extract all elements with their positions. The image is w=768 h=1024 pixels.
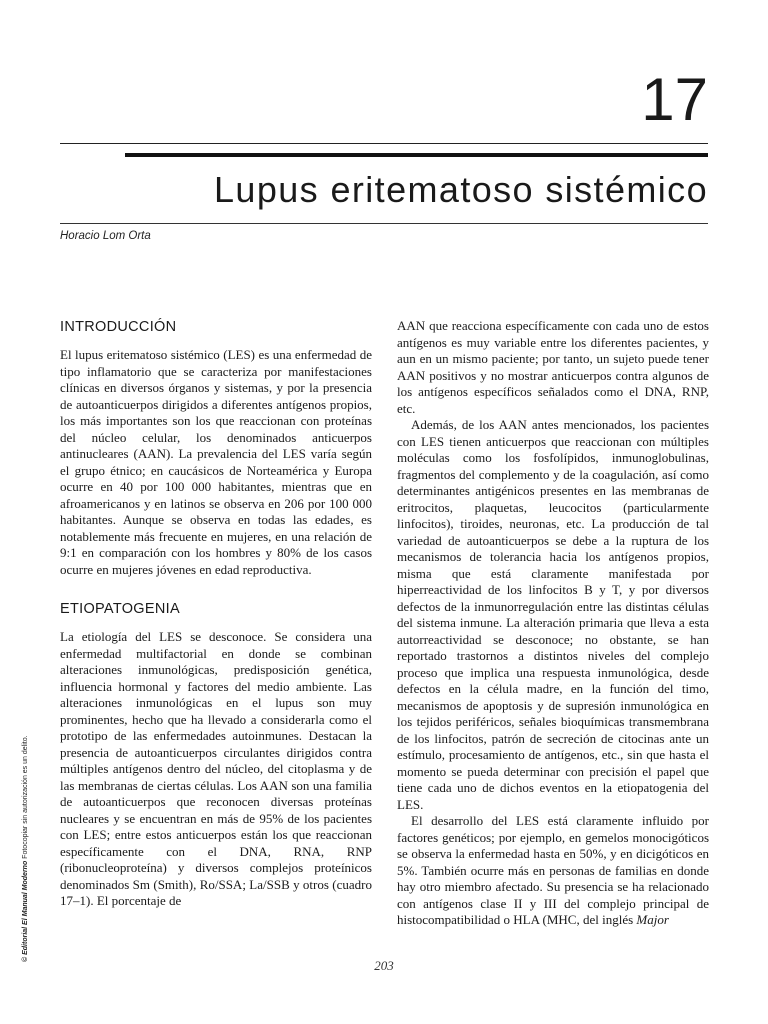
author-name: Horacio Lom Orta: [60, 230, 151, 242]
genetics-italic-text: Major: [636, 912, 669, 927]
header-rule-thick: [125, 153, 708, 157]
chapter-title: Lupus eritematoso sistémico: [213, 169, 708, 210]
copyright-warning: Fotocopiar sin autorización es un delito.: [22, 735, 29, 859]
right-column: [397, 318, 709, 929]
header-rule-thin: [60, 143, 708, 144]
copyright-side-note: [22, 735, 29, 962]
intro-paragraph: El lupus eritematoso sistémico (LES) es una enfermedad de tipo inflamatorio que se caracteriza por manifestaciones clínicas en diversos órganos y sistemas, y por la presencia de autoanticuerpos dirigidos a diferentes antígenos propios, los más importantes son los que reaccionan con proteínas del núcleo celular, los denominados anticuerpos antinucleares (AAN). La prevalencia del LES varía según el grupo étnico; en caucásicos de Norteamérica y Europa ocurre en 40 por 100 000 habitantes, mientras que en afroamericanos y en latinos se observa en 206 por 100 000 habitantes. Aunque se observa en todas las edades, es notablemente más frecuente en mujeres, en una relación de 9:1 en comparación con los hombres y 80% de los casos ocurre en mujeres jóvenes en edad reproductiva.: [60, 347, 372, 577]
section-heading-etiopatogenia: ETIOPATOGENIA: [60, 601, 180, 617]
etiopatogenia-paragraph: La etiología del LES se desconoce. Se considera una enfermedad multifactorial en donde se combinan alteraciones inmunológicas, predisposición genética, influencia hormonal y factores del medio ambiente. Las alteraciones inmunológicas en el lupus son muy prominentes, hecho que ha llevado a considerarla como el prototipo de las enfermedades autoinmunes. Destacan la presencia de autoanticuerpos circulantes dirigidos contra múltiples antígenos dentro del núcleo, del citoplasma y de las membranas de ciertas células. Los AAN son una familia de autoanticuerpos que reconocen diversas proteínas nucleares y se encuentran en más de 95% de los pacientes con LES; entre estos anticuerpos están los que reaccionan específicamente con el DNA, RNA, RNP (ribonucleoproteína) y diversos complejos proteínicos denominados Sm (Smith), Ro/SSA; La/SSB y otros (cuadro 17–1). El porcentaje de: [60, 629, 372, 908]
continuation-paragraph: AAN que reacciona específicamente con cada uno de estos antígenos es muy variable entre los diferentes pacientes, y aun en un mismo paciente; por tanto, un sujeto puede tener AAN positivos y no mostrar anticuerpos contra algunos de los antígenos específicos señalados como el DNA, RNP, etc.: [397, 318, 709, 416]
page-number: 203: [374, 958, 394, 973]
autoantibodies-paragraph: Además, de los AAN antes mencionados, los pacientes con LES tienen anticuerpos que reaccionan con múltiples moléculas como los fosfolípidos, inmunoglobulinas, fragmentos del complemento y de la coagulación, así como determinantes antigénicos presentes en las membranas de eritrocitos, plaquetas, leucocitos (particularmente linfocitos), tiroides, neuronas, etc. La producción de tal variedad de autoanticuerpos se debe a la ruptura de los mecanismos de tolerancia hacia los antígenos propios, misma que está claramente manifestada por hiperreactividad de los linfocitos B y T, y por diversos defectos de la inmunorregulación entre las distintas células del sistema inmune. La alteración primaria que lleva a esta autorreactividad se desconoce; no obstante, se han reportado trastornos a distintos niveles del complejo proceso que implica una respuesta inmunológica, desde defectos en la célula madre, en la función del timo, mecanismos de apoptosis y de supresión inmunológica en los tejidos periféricos, señales bioquímicas transmembrana de los linfocitos, patrón de secreción de citocinas ante un estímulo, procesamiento de antígenos, etc., sin que hasta el momento se pueda determinar con precisión el papel que tiene cada uno de dichos eventos en la etiopatogenia del LES.: [397, 417, 709, 812]
title-underline: [60, 223, 708, 224]
chapter-number: 17: [641, 66, 708, 133]
genetics-text: El desarrollo del LES está claramente influido por factores genéticos; por ejemplo, en gemelos monocigóticos se observa la enfermedad hasta en 50%, y en dicigóticos en 5%. También ocurre más en personas de familias en donde hay otro miembro afectado. Su presencia se ha relacionado con antígenos clase II y III del complejo principal de histocompatibilidad o HLA (MHC, del inglés: [397, 813, 709, 927]
genetics-paragraph: [397, 813, 709, 929]
left-column: [60, 318, 372, 910]
copyright-publisher: © Editorial El Manual Moderno: [22, 860, 29, 962]
section-heading-introduccion: INTRODUCCIÓN: [60, 319, 177, 335]
